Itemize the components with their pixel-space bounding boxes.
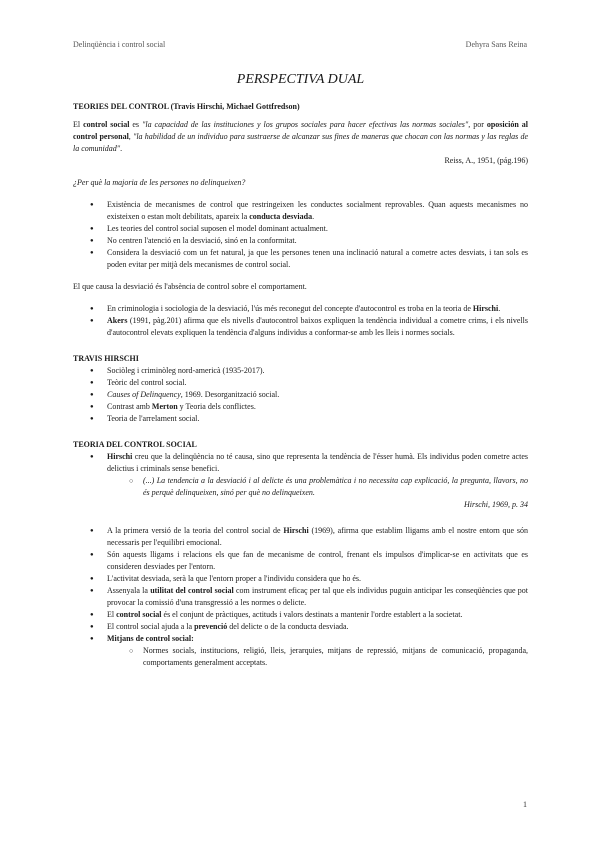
list-item: ● Sociòleg i criminòleg nord-americà (1935-2017). bbox=[73, 365, 528, 377]
list-item: ● En criminologia i sociologia de la desviació, l'ús més reconegut del concepte d'autocontrol es troba en la teoria de Hirschi. bbox=[73, 303, 528, 315]
list-item: ● A la primera versió de la teoria del control social de Hirschi (1969), afirma que establim lligams amb el nostre entorn que són necessaris per l'equilibri emocional. bbox=[73, 525, 528, 549]
paragraph-absence: El que causa la desviació és l'absència de control sobre el comportament. bbox=[73, 282, 307, 291]
list-item: ● Hirschi creu que la delinqüència no té causa, sino que representa la tendència de l'ésser humà. Els individus poden cometre actes delictius i criminals sense benefici. bbox=[73, 451, 528, 475]
page-content bbox=[73, 71, 528, 669]
running-header-right: Dehyra Sans Reina bbox=[465, 40, 527, 49]
list-item: ● El control social ajuda a la prevenció del delicte o de la conducta desviada. bbox=[73, 621, 528, 633]
list-item: ● Mitjans de control social: bbox=[73, 633, 528, 645]
list-item: ● Considera la desviació com un fet natural, ja que les persones tenen una inclinació natural a cometre actes desviats, i tan sols es poden evitar per mitjà dels mecanismes de control social. bbox=[73, 247, 528, 271]
list-item: ● Contrast amb Merton y Teoria dels conflictes. bbox=[73, 401, 528, 413]
list-item: ● Teoria de l'arrelament social. bbox=[73, 413, 528, 425]
list-item: ● No centren l'atenció en la desviació, sinó en la conformitat. bbox=[73, 235, 528, 247]
document-title: PERSPECTIVA DUAL bbox=[236, 72, 365, 87]
bullet-list-3 bbox=[73, 365, 528, 425]
sub-list-item: ○ Normes socials, institucions, religió, lleis, jerarquies, mitjans de repressió, mitjans de comunicació, propaganda, comportaments generalment acceptats. bbox=[73, 645, 528, 669]
list-item: ● Teòric del control social. bbox=[73, 377, 528, 389]
citation-reiss: Reiss, A., 1951, (pág.196) bbox=[444, 156, 528, 165]
list-item: ● Akers (1991, pàg.201) afirma que els nivells d'autocontrol baixos expliquen la tendència individual a cometre crims, i els nivells d'autocontrol elevats expliquen la tendència d'alguns individus a conformar-se amb les lleis i normes socials. bbox=[73, 315, 528, 339]
section-heading-hirschi: TRAVIS HIRSCHI bbox=[73, 354, 139, 363]
question: ¿Per què la majoria de les persones no delinqueixen? bbox=[73, 178, 246, 187]
paragraph-definition: El control social es "la capacidad de las instituciones y los grupos sociales para hacer efectivas las normas sociales", por oposición al control personal, "la habilidad de un individuo para sustraerse de alcanzar sus fines de maneras que chocan con las normas y las reglas de la comunidad". bbox=[73, 120, 529, 153]
page-number: 1 bbox=[523, 800, 527, 809]
list-item: ● Assenyala la utilitat del control social com instrument eficaç per tal que els individus puguin anticipar les conseqüències que pot provocar la comissió d'una transgressió a les normes o delicte. bbox=[73, 585, 528, 609]
citation-hirschi: Hirschi, 1969, p. 34 bbox=[464, 500, 528, 509]
section-heading-control-social: TEORIA DEL CONTROL SOCIAL bbox=[73, 440, 197, 449]
list-item: ● El control social és el conjunt de pràctiques, actituds i valors destinats a mantenir l'ordre establert a la societat. bbox=[73, 609, 528, 621]
bullet-list-2 bbox=[73, 303, 528, 339]
list-item: ● Les teories del control social suposen el model dominant actualment. bbox=[73, 223, 528, 235]
bullet-list-1 bbox=[73, 199, 528, 271]
bullet-list-5 bbox=[73, 525, 528, 669]
bullet-list-4 bbox=[73, 451, 528, 499]
list-item: ● Existència de mecanismes de control que restringeixen les conductes socialment reprovables. Quan aquests mecanismes no existeixen o estan molt debilitats, apareix la conducta desviada. bbox=[73, 199, 528, 223]
list-item: ● Són aquests lligams i relacions els que fan de mecanisme de control, frenant els impulsos d'implicar-se en activitats que es consideren desviades per l'entorn. bbox=[73, 549, 528, 573]
sub-list-item: ○ (...) La tendencia a la desviació i al delicte és una problemàtica i no necessita cap explicació, la pregunta, llavors, no és perquè delinqueixen, sinó per què no delinqueixen. bbox=[73, 475, 528, 499]
list-item: ● L'activitat desviada, serà la que l'entorn proper a l'individu considera que ho és. bbox=[73, 573, 528, 585]
section-heading-teories: TEORIES DEL CONTROL (Travis Hirschi, Michael Gottfredson) bbox=[73, 102, 300, 111]
list-item: ● Causes of Delinquency, 1969. Desorganització social. bbox=[73, 389, 528, 401]
running-header-left: Delinqüència i control social bbox=[73, 40, 166, 49]
